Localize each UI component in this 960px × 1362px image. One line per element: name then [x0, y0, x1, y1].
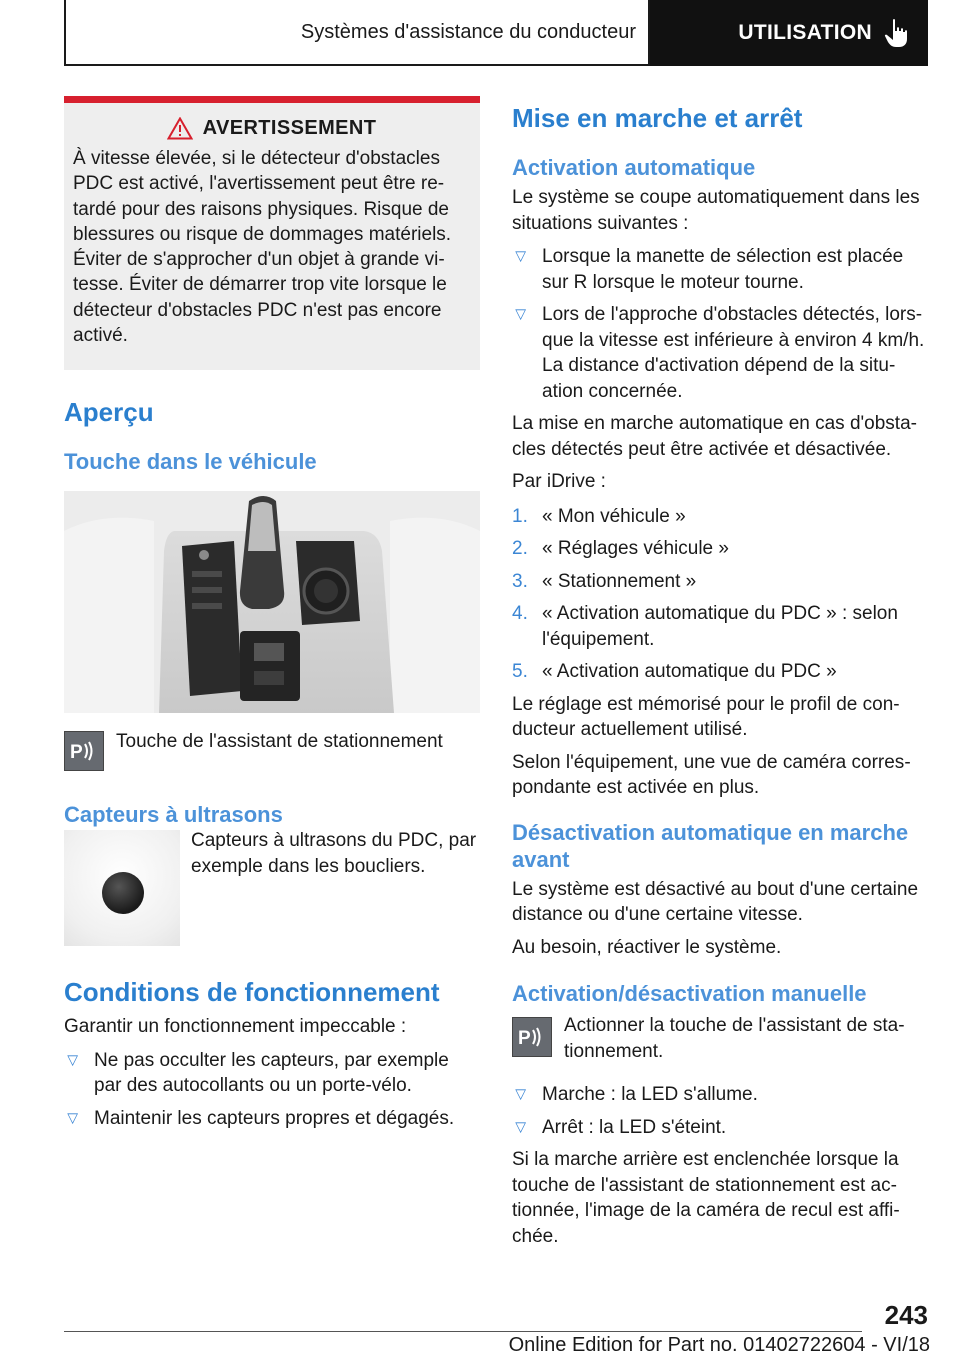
step-number: 4. — [512, 603, 528, 624]
conditions-intro: Garantir un fonctionnement impeccable : — [64, 1016, 407, 1038]
list-item — [512, 504, 926, 530]
warning-triangle-icon — [167, 117, 193, 140]
capteurs-text: Capteurs à ultrasons du PDC, par exemple dans les boucliers. — [191, 830, 477, 877]
list-item: ▷ Arrêt : la LED s'éteint. — [512, 1115, 926, 1141]
mise-en-marche-heading: Mise en marche et arrêt — [512, 103, 803, 133]
footer-divider — [64, 1331, 862, 1332]
step-text: « Stationnement » — [542, 570, 697, 592]
list-item: ▷ Lors de l'approche d'obstacles détectés, lorsque la vitesse est inférieure à environ 4 km/h. La distance d'activation dépend de la situation concernée. — [512, 302, 926, 404]
warning-text: À vitesse élevée, si le détecteur d'obstacles PDC est activé, l'avertissement peut être retardé pour des raisons physiques. Risque de blessures ou risque de dommages matériels. Éviter de s'approcher d'un objet à grande vitesse. Éviter de démarrer trop vite lorsque le détecteur d'obstacles PDC n'est pas encore activé. — [73, 148, 452, 347]
conditions-list — [64, 1048, 480, 1132]
step-text: « Activation automatique du PDC » : selon l'équipement. — [542, 603, 898, 650]
warning-header — [73, 117, 470, 140]
step-number: 2. — [512, 538, 528, 559]
step-text: « Réglages véhicule » — [542, 538, 729, 559]
camera-text: Selon l'équipement, une vue de caméra correspondante est activée en plus. — [512, 751, 911, 798]
activation-list — [512, 244, 926, 404]
step-text: « Mon véhicule » — [542, 505, 686, 527]
touche-heading: Touche dans le véhicule — [64, 449, 317, 475]
capteurs-row — [64, 830, 480, 946]
svg-text:P: P — [70, 742, 83, 764]
park-assist-button-icon — [64, 731, 104, 771]
list-item: ▷ Lorsque la manette de sélection est placée sur R lorsque le moteur tourne. — [512, 244, 926, 295]
svg-text:P: P — [518, 1028, 531, 1049]
step-number: 1. — [512, 505, 528, 527]
chapter-header — [650, 0, 928, 66]
manuelle-heading: Activation/désactivation manuelle — [512, 981, 867, 1006]
list-item: ▷ Marche : la LED s'allume. — [512, 1082, 926, 1108]
list-item — [512, 601, 926, 652]
conditions-heading: Conditions de fonctionnement — [64, 977, 440, 1008]
vehicle-console-image — [64, 491, 480, 713]
sensor-dot-icon — [102, 872, 144, 914]
page-header — [64, 0, 928, 66]
list-item — [512, 569, 926, 595]
step-number: 3. — [512, 570, 528, 592]
park-assist-button-icon — [512, 1017, 552, 1057]
manuelle-row — [512, 1017, 926, 1064]
right-column — [512, 96, 926, 1249]
footer-edition: Online Edition for Part no. 01402722604 - VI/18 — [508, 1334, 930, 1356]
apercu-heading: Aperçu — [64, 397, 154, 428]
step-text: « Activation automatique du PDC » — [542, 661, 837, 682]
recul-text: Si la marche arrière est enclenchée lorsque la touche de l'assistant de stationnement est actionnée, l'image de la caméra de recul est affichée. — [512, 1149, 900, 1247]
list-item — [512, 536, 926, 562]
memo-text: Le réglage est mémorisé pour le profil de conducteur actuellement utilisé. — [512, 693, 900, 740]
activation-text: La mise en marche automatique en cas d'obstacles détectés peut être activée et désactivée. — [512, 413, 917, 460]
touche-caption: Touche de l'assistant de stationnement — [116, 731, 443, 753]
desactivation-text: Le système est désactivé au bout d'une certaine distance ou d'une certaine vitesse. — [512, 878, 919, 925]
list-item: ▷ Maintenir les capteurs propres et dégagés. — [64, 1106, 480, 1132]
ultrasonic-sensor-image — [64, 830, 180, 946]
list-item — [512, 659, 926, 685]
capteurs-heading: Capteurs à ultrasons — [64, 802, 283, 828]
chapter-title: UTILISATION — [738, 21, 872, 44]
activation-auto-heading: Activation automatique — [512, 155, 756, 180]
touche-caption-row — [64, 731, 480, 771]
manuelle-text: Actionner la touche de l'assistant de stationnement. — [564, 1015, 905, 1062]
manuelle-list — [512, 1082, 926, 1140]
warning-box — [64, 96, 480, 370]
list-item: ▷ Ne pas occulter les capteurs, par exemple par des autocollants ou un porte-vélo. — [64, 1048, 480, 1099]
activation-intro: Le système se coupe automatiquement dans les situations suivantes : — [512, 187, 920, 234]
idrive-steps — [512, 504, 926, 685]
left-column — [64, 96, 480, 1138]
step-number: 5. — [512, 661, 528, 682]
warning-title: AVERTISSEMENT — [202, 117, 377, 139]
hand-pointer-icon — [884, 18, 910, 48]
reactivate-text: Au besoin, réactiver le système. — [512, 936, 782, 958]
desactivation-heading: Désactivation automatique en marche avant — [512, 819, 909, 872]
idrive-label: Par iDrive : — [512, 471, 606, 492]
gear-selector-console-illustration — [64, 491, 480, 713]
page-number: 243 — [884, 1300, 928, 1330]
section-title: Systèmes d'assistance du conducteur — [300, 20, 636, 43]
section-header — [64, 0, 650, 66]
